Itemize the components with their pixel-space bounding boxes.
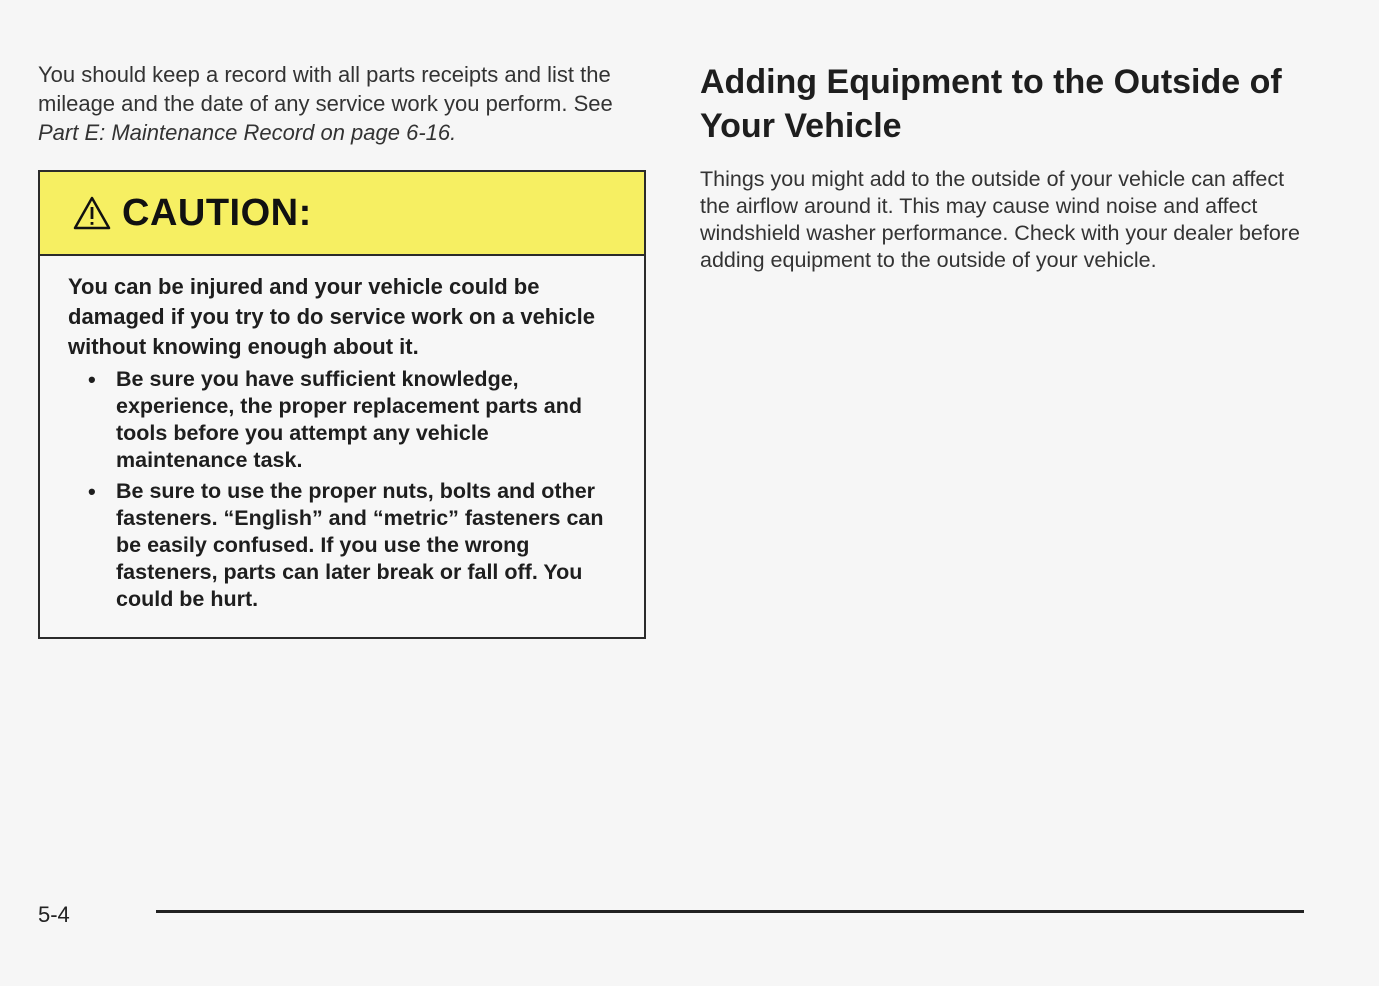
caution-list-item (68, 478, 624, 613)
caution-list (68, 366, 624, 613)
section-body-text: Things you might add to the outside of your vehicle can affect the airflow around it. This may cause wind noise and affect windshield washer performance. Check with your dealer before adding equipment to the outside of your vehicle. (700, 167, 1300, 272)
warning-triangle-icon (72, 195, 112, 231)
caution-item-text: Be sure you have sufficient knowledge, experience, the proper replacement parts and tools before you attempt any vehicle maintenance task. (116, 367, 582, 472)
right-column (700, 60, 1310, 274)
caution-header (40, 172, 644, 256)
caution-box (38, 170, 646, 639)
intro-paragraph (38, 60, 653, 147)
caution-title: CAUTION: (122, 191, 312, 234)
page-number: 5-4 (38, 902, 70, 927)
caution-list-item (68, 366, 624, 474)
caution-item-text: Be sure to use the proper nuts, bolts and other fasteners. “English” and “metric” fasteners can be easily confused. If you use the wrong fasteners, parts can later break or fall off. You could be hurt. (116, 479, 604, 611)
intro-text: You should keep a record with all parts receipts and list the mileage and the date of any service work you perform. See (38, 62, 613, 116)
maintenance-record-reference[interactable]: Part E: Maintenance Record on page 6-16. (38, 120, 457, 145)
section-heading: Adding Equipment to the Outside of Your Vehicle (700, 63, 1282, 145)
footer-divider (156, 910, 1304, 913)
caution-lead-text: You can be injured and your vehicle could be damaged if you try to do service work on a vehicle without knowing enough about it. (68, 274, 595, 359)
left-column (38, 60, 653, 147)
bullet-icon: • (88, 479, 96, 504)
bullet-icon: • (88, 367, 96, 392)
caution-body (40, 256, 644, 613)
